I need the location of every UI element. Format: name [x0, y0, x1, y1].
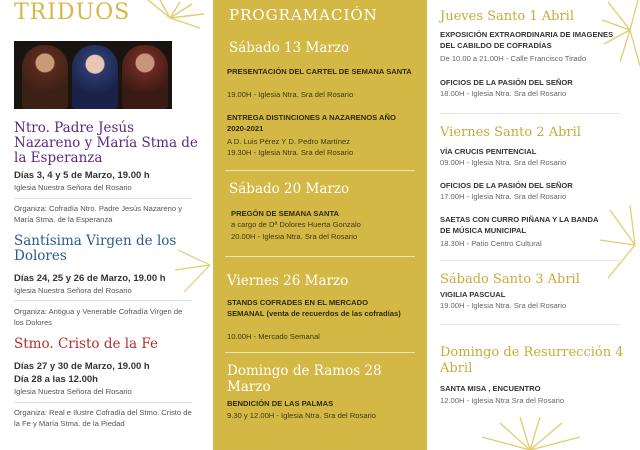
sunburst-decoration	[590, 200, 640, 290]
triduos-title: TRIDUOS	[14, 0, 131, 25]
sunburst-decoration	[590, 0, 640, 100]
virgen-image	[72, 45, 118, 109]
event-title: PRESENTACIÓN DEL CARTEL DE SEMANA SANTA	[227, 67, 412, 76]
day-heading-viernes-26: Viernes 26 Marzo	[227, 273, 349, 289]
section-place-nazareno: Iglesia Nuestra Señora del Rosario	[14, 183, 132, 192]
event-title: SAETAS CON CURRO PIÑANA Y LA BANDA DE MÚSICA MUNICIPAL	[440, 215, 599, 235]
divider	[440, 113, 620, 114]
sunburst-decoration	[470, 415, 590, 450]
programacion-column	[213, 0, 427, 450]
event-title: OFICIOS DE LA PASIÓN DEL SEÑOR	[440, 181, 573, 190]
event-detail: 19.30H - Iglesia Ntra. Sra del Rosario	[227, 148, 354, 157]
divider	[225, 352, 415, 353]
divider	[225, 170, 415, 171]
event-title: OFICIOS DE LA PASIÓN DEL SEÑOR	[440, 78, 573, 87]
divider	[14, 402, 192, 403]
event-title: ENTREGA DISTINCIONES A NAZARENOS AÑO 2020-2021	[227, 113, 396, 133]
event-title: SANTA MISA , ENCUENTRO	[440, 384, 541, 393]
event-title: STANDS COFRADES EN EL MERCADO SEMANAL (venta de recuerdos de las cofradías)	[227, 298, 401, 318]
event-detail: 12.00H - Iglesia Ntra Sra del Rosario	[440, 396, 565, 405]
event-detail: 9.30 y 12.00H - Iglesia Ntra. Sra del Rosario	[227, 411, 376, 420]
images-photo	[14, 41, 172, 109]
event-title: EXPOSICIÓN EXTRAORDINARIA DE IMAGENES DEL CABILDO DE COFRADÍAS	[440, 30, 614, 50]
event-detail: De 10.00 a 21.00H - Calle Francisco Tirado	[440, 54, 587, 63]
programacion-title: PROGRAMACIÓN	[229, 6, 378, 24]
divider	[440, 324, 620, 325]
day-heading-sabado-20: Sábado 20 Marzo	[229, 181, 350, 197]
divider	[14, 198, 192, 199]
section-place-cristo: Iglesia Nuestra Señora del Rosario	[14, 387, 132, 396]
event-detail: 18.00H - Iglesia Ntra. Sra del Rosario	[440, 89, 567, 98]
section-org-cristo: Organiza: Real e Ilustre Cofradía del Stmo. Cristo de la Fe y María Stma. de la Piedad	[14, 408, 192, 428]
day-heading-domingo-ramos: Domingo de Ramos 28 Marzo	[227, 363, 382, 395]
section-heading-dolores: Santísima Virgen de los Dolores	[14, 233, 177, 264]
left-column	[0, 0, 208, 450]
right-column	[430, 0, 640, 450]
section-org-nazareno: Organiza: Cofradía Ntro. Padre Jesús Nazareno y María Stma. de la Esperanza	[14, 204, 182, 224]
section-org-dolores: Organiza: Antigua y Venerable Cofradía Virgen de los Dolores	[14, 307, 183, 327]
section-dates2-cristo: Día 28 a las 12.00h	[14, 374, 98, 385]
event-detail: 19.00H - Iglesia Ntra. Sra del Rosario	[440, 301, 567, 310]
section-heading-cristo: Stmo. Cristo de la Fe	[14, 336, 159, 352]
event-detail: A D. Luis Pérez Y D. Pedro Martínez	[227, 137, 350, 146]
section-dates-cristo: Días 27 y 30 de Marzo, 19.00 h	[14, 361, 150, 372]
section-dates-dolores: Días 24, 25 y 26 de Marzo, 19.00 h	[14, 273, 166, 284]
day-heading-domingo-resurreccion: Domingo de Resurrección 4 Abril	[440, 345, 624, 376]
sunburst-decoration	[140, 0, 208, 34]
event-title: VÍA CRUCIS PENITENCIAL	[440, 147, 537, 156]
event-detail: 10.00H - Mercado Semanal	[227, 332, 320, 341]
day-heading-sabado-santo: Sábado Santo 3 Abril	[440, 272, 580, 287]
cristo-image	[122, 45, 168, 109]
section-heading-nazareno: Ntro. Padre Jesús Nazareno y María Stma de la Esperanza	[14, 120, 198, 166]
day-heading-viernes-santo: Viernes Santo 2 Abril	[440, 125, 581, 140]
section-place-dolores: Iglesia Nuestra Señora del Rosario	[14, 286, 132, 295]
event-detail: 20.00H - Iglesia Ntra. Sra del Rosario	[231, 232, 358, 241]
event-detail: 19.00H - Iglesia Ntra. Sra del Rosario	[227, 90, 354, 99]
event-detail: a cargo de Dª Dolores Huerta Gonzalo	[231, 220, 361, 229]
event-detail: 09.00H - Iglesia Ntra. Sra del Rosario	[440, 158, 567, 167]
event-title: BENDICIÓN DE LAS PALMAS	[227, 399, 334, 408]
event-title: VIGILIA PASCUAL	[440, 290, 506, 299]
event-title: PREGÓN DE SEMANA SANTA	[231, 209, 340, 218]
section-dates-nazareno: Días 3, 4 y 5 de Marzo, 19.00 h	[14, 170, 150, 181]
divider	[14, 300, 192, 301]
day-heading-sabado-13: Sábado 13 Marzo	[229, 40, 350, 56]
divider	[225, 256, 415, 257]
day-heading-jueves-santo: Jueves Santo 1 Abril	[440, 9, 574, 24]
sunburst-decoration	[170, 230, 230, 300]
jesus-nazareno-image	[22, 45, 68, 109]
event-detail: 17.00H - Iglesia Ntra. Sra del Rosario	[440, 192, 567, 201]
event-detail: 18.30H - Patio Centro Cultural	[440, 239, 542, 248]
